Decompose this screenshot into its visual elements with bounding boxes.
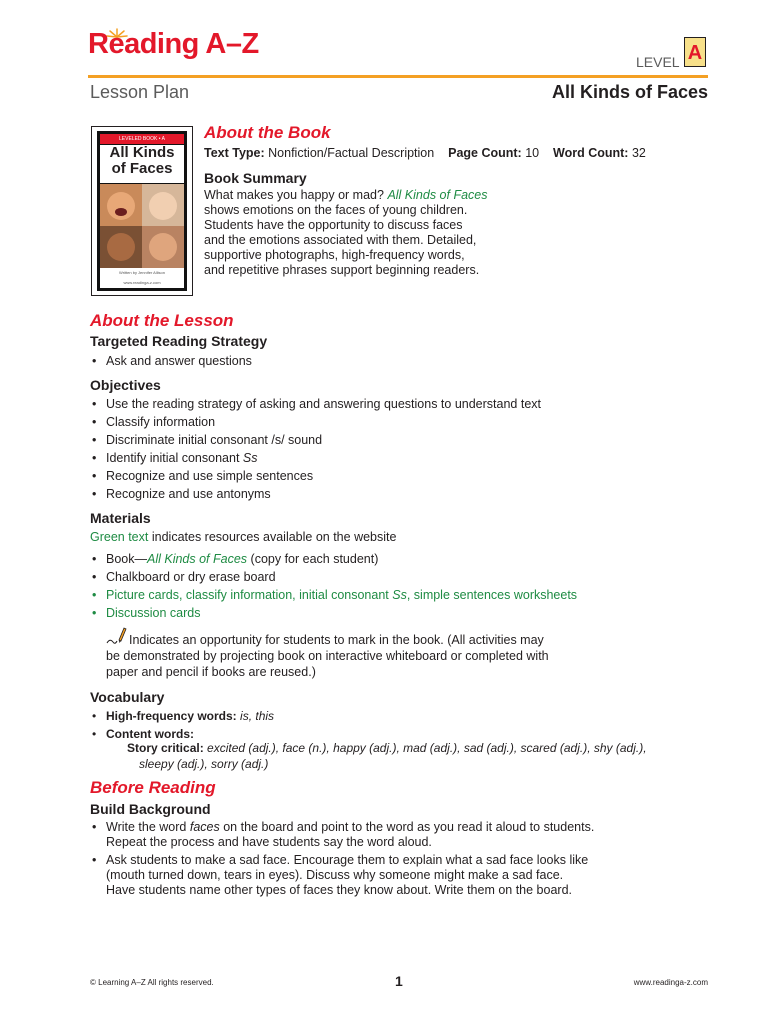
- list-item: • Recognize and use simple sentences: [90, 467, 541, 485]
- pencil-mark-icon: [105, 626, 127, 646]
- cover-band: LEVELED BOOK • A: [100, 134, 184, 144]
- book-meta: [204, 146, 646, 161]
- summary-line: and the emotions associated with them. Detailed,: [204, 233, 477, 247]
- story-words: excited (adj.), face (n.), happy (adj.), mad (adj.), sad (adj.), scared (adj.), shy (adj.),: [207, 741, 647, 755]
- about-lesson-heading: About the Lesson: [90, 311, 234, 330]
- materials-list: [90, 550, 577, 622]
- list-item: • Chalkboard or dry erase board: [90, 568, 577, 586]
- mark-note-line: paper and pencil if books are reused.): [106, 665, 316, 679]
- item-text: Have students name other types of faces they know about. Write them on the board.: [106, 883, 573, 897]
- list-item: [90, 853, 594, 898]
- material-book-prefix: Book—: [106, 552, 147, 566]
- item-text: Write the word: [106, 820, 187, 834]
- story-words-cont: sleepy (adj.), sorry (adj.): [139, 757, 269, 771]
- worksheets-ss[interactable]: Ss: [392, 588, 407, 602]
- list-item: [90, 707, 274, 725]
- summary-line: and repetitive phrases support beginning readers.: [204, 263, 480, 277]
- text-type-value: Nonfiction/Factual Description: [268, 146, 435, 160]
- header-rule: [88, 75, 708, 78]
- list-item: • Discriminate initial consonant /s/ sound: [90, 431, 541, 449]
- item-emphasis: faces: [189, 820, 220, 834]
- list-item[interactable]: [90, 604, 577, 622]
- word-count-value: 32: [631, 146, 646, 160]
- level-label: LEVEL: [636, 54, 680, 70]
- list-item: • Recognize and use antonyms: [90, 485, 541, 503]
- list-item[interactable]: [90, 586, 577, 604]
- book-title: All Kinds of Faces: [551, 82, 708, 102]
- worksheets-link[interactable]: Picture cards, classify information, initial consonant: [106, 588, 389, 602]
- list-item: [90, 449, 541, 467]
- discussion-cards-link[interactable]: Discussion cards: [106, 606, 201, 620]
- cover-title-line2: of Faces: [111, 160, 173, 177]
- cover-photo-collage: [100, 184, 184, 268]
- page-count-label: Page Count:: [448, 146, 522, 160]
- materials-note: [90, 530, 396, 545]
- mark-note-line: Indicates an opportunity for students to mark in the book. (All activities may: [129, 633, 544, 647]
- cover-credit: Written by Jennifer Allison: [119, 270, 165, 275]
- cover-title-line1: All Kinds: [109, 144, 175, 161]
- before-reading-heading: Before Reading: [90, 778, 216, 797]
- doc-type: Lesson Plan: [90, 82, 190, 102]
- summary-line: supportive photographs, high-frequency words,: [204, 248, 465, 262]
- vocabulary-list: [90, 707, 274, 743]
- background-list: [90, 820, 594, 898]
- summary-book-link[interactable]: All Kinds of Faces: [387, 188, 488, 202]
- cover-url: www.readinga-z.com: [123, 280, 161, 285]
- material-book-suffix: (copy for each student): [250, 552, 379, 566]
- summary-line: shows emotions on the faces of young children.: [204, 203, 468, 217]
- material-book-link[interactable]: All Kinds of Faces: [147, 552, 248, 566]
- word-count-label: Word Count:: [553, 146, 629, 160]
- list-item: • Classify information: [90, 413, 541, 431]
- list-item: • Use the reading strategy of asking and answering questions to understand text: [90, 395, 541, 413]
- worksheets-link-rest[interactable]: , simple sentences worksheets: [406, 588, 578, 602]
- story-critical: [127, 741, 647, 756]
- green-text-sample: Green text: [90, 530, 149, 544]
- item-text: (mouth turned down, tears in eyes). Discuss why someone might make a sad face.: [106, 868, 564, 882]
- footer-copyright: © Learning A–Z All rights reserved.: [90, 978, 214, 987]
- book-summary-heading: Book Summary: [204, 170, 307, 186]
- item-text: Ask students to make a sad face. Encourage them to explain what a sad face looks like: [106, 853, 589, 867]
- level-badge: A: [684, 37, 706, 67]
- objective-ss: Ss: [242, 451, 258, 465]
- item-text: Repeat the process and have students say the word aloud.: [106, 835, 432, 849]
- footer-url[interactable]: www.readinga-z.com: [633, 978, 708, 987]
- objectives-heading: Objectives: [90, 377, 161, 393]
- story-critical-cont: [139, 757, 268, 772]
- hf-value: is, this: [240, 709, 275, 723]
- objectives-list: [90, 395, 541, 503]
- story-label: Story critical:: [127, 741, 204, 755]
- cover-title: [100, 145, 184, 183]
- objective-text: Identify initial consonant: [106, 451, 240, 465]
- vocabulary-heading: Vocabulary: [90, 689, 165, 705]
- list-item: [90, 820, 594, 850]
- summary-line: Students have the opportunity to discuss faces: [204, 218, 463, 232]
- materials-heading: Materials: [90, 510, 151, 526]
- brand-logo: Reading A–Z: [88, 28, 259, 60]
- about-book-heading: About the Book: [204, 123, 331, 142]
- item-text: on the board and point to the word as you read it aloud to students.: [223, 820, 595, 834]
- cover-credits: [100, 268, 184, 288]
- build-background-heading: Build Background: [90, 801, 211, 817]
- page-number: 1: [395, 973, 403, 989]
- text-type-label: Text Type:: [204, 146, 265, 160]
- mark-note-line: be demonstrated by projecting book on interactive whiteboard or completed with: [106, 649, 549, 663]
- list-item: [90, 550, 577, 568]
- hf-label: High-frequency words:: [106, 709, 237, 723]
- book-summary: [204, 188, 487, 278]
- content-label: Content words:: [106, 727, 194, 741]
- summary-intro: What makes you happy or mad?: [204, 188, 384, 202]
- list-item: • Ask and answer questions: [90, 352, 252, 370]
- green-text-note: indicates resources available on the website: [151, 530, 397, 544]
- page-count-value: 10: [525, 146, 540, 160]
- strategy-heading: Targeted Reading Strategy: [90, 333, 268, 349]
- strategy-list: [90, 352, 252, 370]
